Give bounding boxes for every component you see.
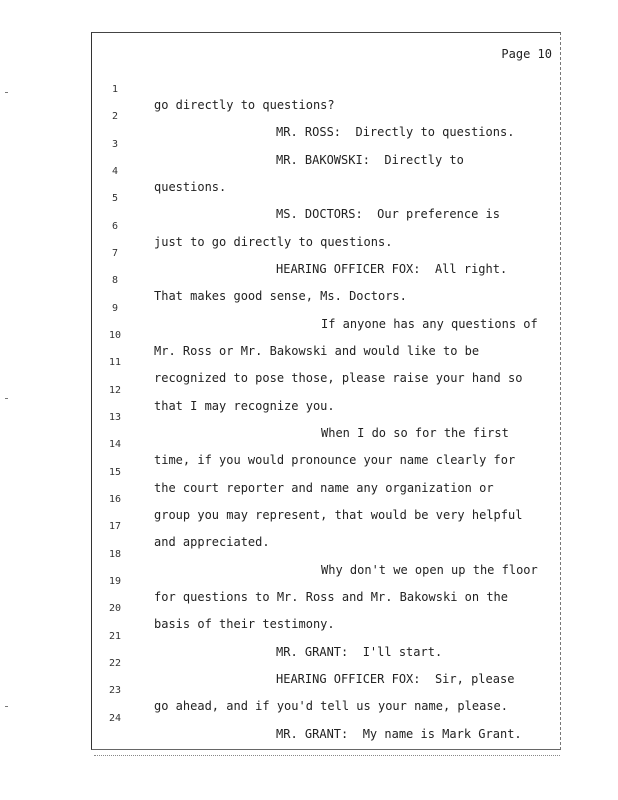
transcript-line (92, 261, 562, 303)
transcript-line (92, 480, 562, 522)
line-text: and appreciated. (154, 535, 270, 549)
line-number: 3 (111, 139, 119, 150)
transcript-line (92, 699, 562, 741)
line-text: recognized to pose those, please raise your hand so (154, 371, 523, 385)
transcript-line (92, 371, 562, 413)
line-number: 12 (108, 385, 122, 396)
line-number: 16 (108, 494, 122, 505)
transcript-line (92, 398, 562, 440)
line-number: 1 (111, 84, 119, 95)
line-number: 24 (108, 713, 122, 724)
line-number: 19 (108, 576, 122, 587)
transcript-line (92, 125, 562, 167)
line-text: go ahead, and if you'd tell us your name, please. (154, 699, 509, 713)
line-text: basis of their testimony. (154, 617, 335, 631)
line-text: time, if you would pronounce your name clearly for (154, 453, 516, 467)
transcript-line (92, 207, 562, 249)
margin-mark (5, 398, 8, 399)
line-text: MR. ROSS: Directly to questions. (276, 125, 515, 139)
line-text: for questions to Mr. Ross and Mr. Bakowski on the (154, 590, 509, 604)
line-text: If anyone has any questions of (321, 317, 538, 331)
line-number: 11 (108, 357, 122, 368)
page-number: Page 10 (501, 47, 552, 61)
transcript-line (92, 97, 562, 139)
line-number: 22 (108, 658, 122, 669)
line-number: 6 (111, 221, 119, 232)
transcript-line (92, 234, 562, 276)
line-number: 2 (111, 111, 119, 122)
line-text: MR. BAKOWSKI: Directly to (276, 153, 464, 167)
line-number: 9 (111, 303, 119, 314)
transcript-line (92, 152, 562, 194)
line-text: MR. GRANT: I'll start. (276, 645, 443, 659)
scan-edge (94, 755, 560, 757)
transcript-line (92, 289, 562, 331)
line-text: When I do so for the first (321, 426, 509, 440)
line-number: 18 (108, 549, 122, 560)
transcript-line (92, 316, 562, 358)
line-number: 23 (108, 685, 122, 696)
transcript-line (92, 617, 562, 659)
line-number: 5 (111, 193, 119, 204)
transcript-line (92, 535, 562, 577)
line-number: 8 (111, 275, 119, 286)
line-text: Why don't we open up the floor (321, 563, 538, 577)
transcript-line (92, 179, 562, 221)
transcript-line (92, 644, 562, 686)
transcript-line (92, 562, 562, 604)
transcript-line (92, 453, 562, 495)
line-text: Mr. Ross or Mr. Bakowski and would like to be (154, 344, 480, 358)
line-number: 10 (108, 330, 122, 341)
transcript-line (92, 425, 562, 467)
transcript-line (92, 70, 562, 112)
line-text: HEARING OFFICER FOX: Sir, please (276, 672, 515, 686)
line-number: 14 (108, 439, 122, 450)
margin-mark (5, 706, 8, 707)
transcript-line (92, 343, 562, 385)
transcript-line (92, 589, 562, 631)
line-text: HEARING OFFICER FOX: All right. (276, 262, 508, 276)
line-text: go directly to questions? (154, 98, 335, 112)
line-number: 4 (111, 166, 119, 177)
transcript-line (92, 507, 562, 549)
line-text: group you may represent, that would be very helpful (154, 508, 523, 522)
margin-mark (5, 92, 8, 93)
line-number: 21 (108, 631, 122, 642)
line-text: MR. GRANT: My name is Mark Grant. (276, 727, 522, 741)
line-number: 13 (108, 412, 122, 423)
line-number: 17 (108, 521, 122, 532)
line-text: questions. (154, 180, 227, 194)
line-number: 7 (111, 248, 119, 259)
line-text: just to go directly to questions. (154, 235, 393, 249)
line-text: that I may recognize you. (154, 399, 335, 413)
transcript-page (91, 32, 561, 750)
line-text: MS. DOCTORS: Our preference is (276, 207, 500, 221)
line-text: That makes good sense, Ms. Doctors. (154, 289, 407, 303)
line-number: 15 (108, 467, 122, 478)
line-number: 20 (108, 603, 122, 614)
line-text: the court reporter and name any organization or (154, 481, 494, 495)
transcript-line (92, 671, 562, 713)
